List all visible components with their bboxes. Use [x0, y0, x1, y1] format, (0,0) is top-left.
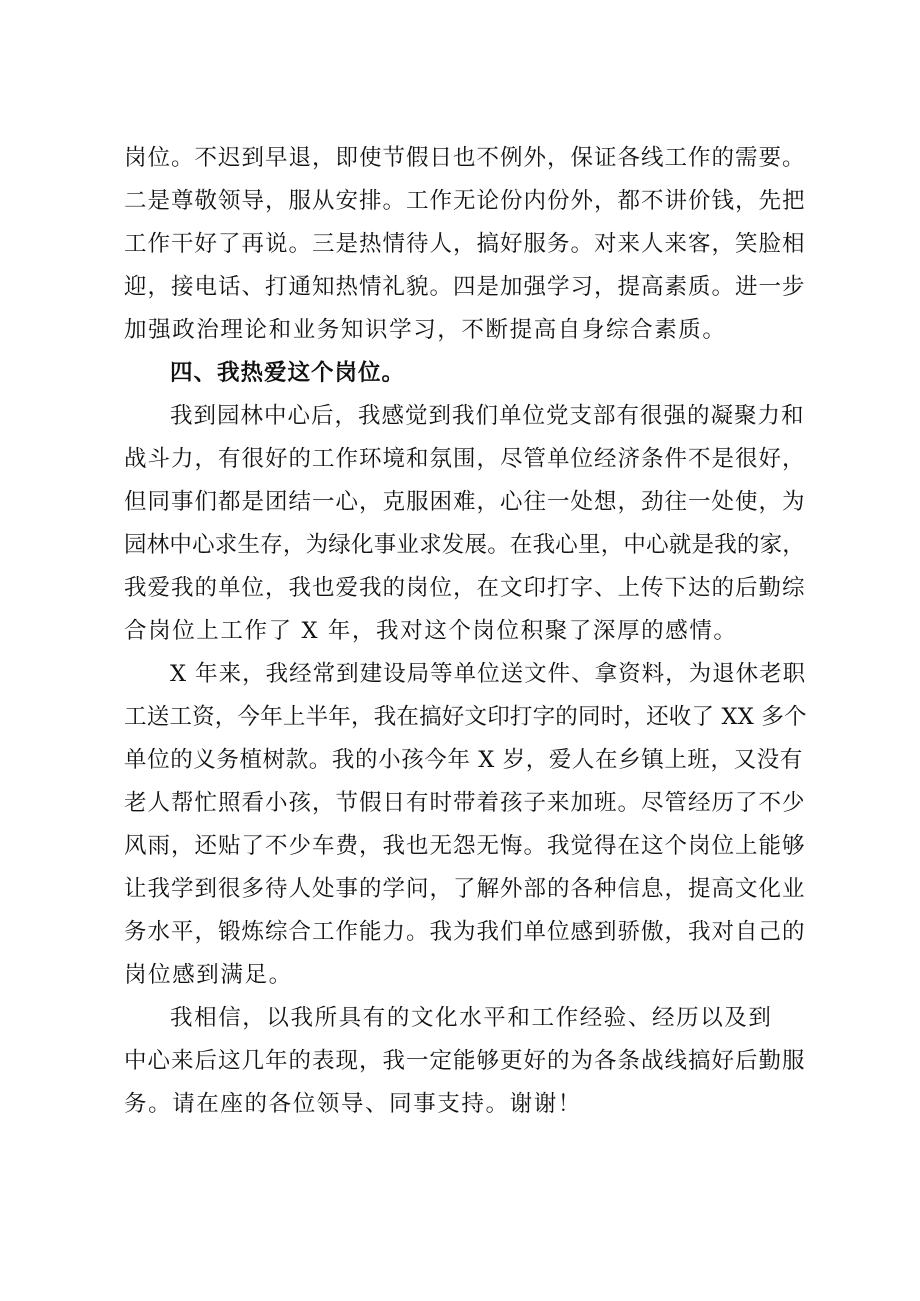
text-line: 老人帮忙照看小孩，节假日有时带着孩子来加班。尽管经历了不少: [124, 790, 806, 816]
text-line: 我爱我的单位，我也爱我的岗位，在文印打字、上传下达的后勤综: [124, 575, 806, 601]
text-line: 风雨，还贴了不少车费，我也无怨无悔。我觉得在这个岗位上能够: [124, 833, 806, 859]
section-heading: 四、我热爱这个岗位。: [170, 360, 406, 386]
text-line: 岗位。不迟到早退，即使节假日也不例外，保证各线工作的需要。: [124, 145, 806, 171]
text-line: 加强政治理论和业务知识学习，不断提高自身综合素质。: [124, 317, 727, 343]
text-line: 务。请在座的各位领导、同事支持。谢谢！: [124, 1091, 582, 1117]
text-line: 园林中心求生存，为绿化事业求发展。在我心里，中心就是我的家，: [124, 532, 806, 558]
text-line: 单位的义务植树款。我的小孩今年 X 岁，爱人在乡镇上班，又没有: [124, 747, 803, 773]
text-line: 工送工资，今年上半年，我在搞好文印打字的同时，还收了 XX 多个: [124, 704, 807, 730]
text-line: 岗位感到满足。: [124, 962, 293, 988]
text-line: 迎，接电话、打通知热情礼貌。四是加强学习，提高素质。进一步: [124, 274, 806, 300]
text-line: 我相信，以我所具有的文化水平和工作经验、经历以及到: [170, 1005, 773, 1031]
text-line: 务水平，锻炼综合工作能力。我为我们单位感到骄傲，我对自己的: [124, 919, 806, 945]
text-line: 我到园林中心后，我感觉到我们单位党支部有很强的凝聚力和: [170, 403, 805, 429]
text-line: 合岗位上工作了 X 年，我对这个岗位积聚了深厚的感情。: [124, 618, 738, 644]
text-line: X 年来，我经常到建设局等单位送文件、拿资料，为退休老职: [170, 661, 807, 687]
text-line: 工作干好了再说。三是热情待人，搞好服务。对来人来客，笑脸相: [124, 231, 806, 257]
text-line: 让我学到很多待人处事的学问，了解外部的各种信息，提高文化业: [124, 876, 806, 902]
text-line: 二是尊敬领导，服从安排。工作无论份内份外，都不讲价钱，先把: [124, 188, 806, 214]
text-line: 中心来后这几年的表现，我一定能够更好的为各条战线搞好后勤服: [124, 1048, 806, 1074]
text-line: 但同事们都是团结一心，克服困难，心往一处想，劲往一处使，为: [124, 489, 806, 515]
text-line: 战斗力，有很好的工作环境和氛围，尽管单位经济条件不是很好，: [124, 446, 806, 472]
